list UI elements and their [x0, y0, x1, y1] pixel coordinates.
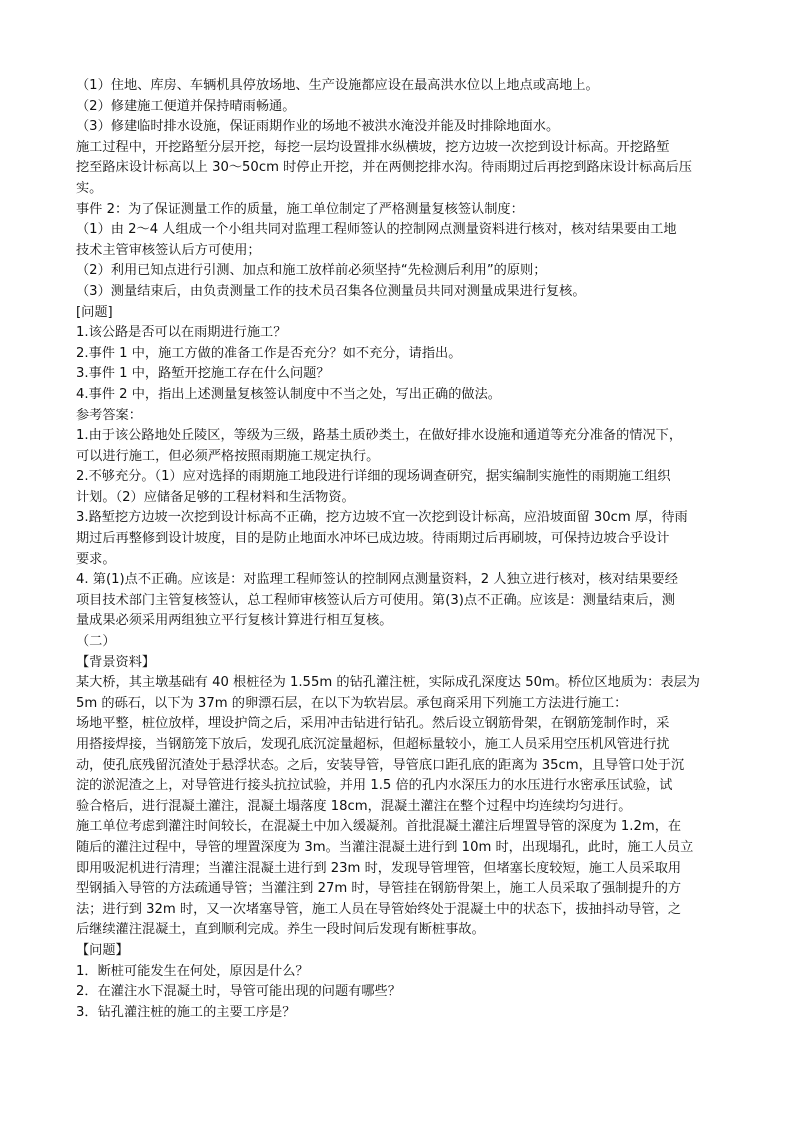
question-item: 3．钻孔灌注桩的施工的主要工序是？ [76, 1004, 296, 1020]
question-item: 3.事件 1 中，路堑开挖施工存在什么问题？ [76, 366, 330, 382]
answer-line: 可以进行施工，但必须严格按照雨期施工规定执行。 [76, 448, 380, 464]
text-line: 随后的灌注过程中，导管的埋置深度为 3m。当灌注混凝土进行到 10m 时，出现塌孔，此时，施工人员立 [76, 839, 694, 855]
answer-line: 2.不够充分。（1）应对选择的雨期施工地段进行详细的现场调查研究，据实编制实施性的雨期施工组织 [76, 469, 671, 485]
text-line: 淀的淤泥渣之上，对导管进行接头抗拉试验，并用 1.5 倍的孔内水深压力的水压进行水密承压试验，试 [76, 778, 673, 794]
answer-line: 3.路堑挖方边坡一次挖到设计标高不正确，挖方边坡不宜一次挖到设计标高，应沿坡面留 30cm 厚，待雨 [76, 510, 688, 526]
text-line: 后继续灌注混凝土，直到顺利完成。养生一段时间后发现有断桩事故。 [76, 922, 485, 938]
text-line: 即用吸泥机进行清理；当灌注混凝土进行到 23m 时，发现导管埋管，但堵塞长度较短，施工人员采取用 [76, 860, 682, 876]
text-line: 场地平整，桩位放样，埋设护筒之后，采用冲击钻进行钻孔。然后设立钢筋骨架，在钢筋笼制作时，采 [76, 716, 670, 732]
section-number: （二） [76, 634, 116, 650]
text-line: 实。 [76, 180, 103, 196]
answer-line: 计划。（2）应储备足够的工程材料和生活物资。 [76, 489, 355, 505]
question-item: 2.事件 1 中，施工方做的准备工作是否充分？如不充分，请指出。 [76, 345, 462, 361]
text-line: （1）住地、库房、车辆机具停放场地、生产设施都应设在最高洪水位以上地点或高地上。 [76, 78, 599, 93]
text-line: 施工单位考虑到灌注时间较长，在混凝土中加入缓凝剂。首批混凝土灌注后埋置导管的深度为 1.2m，在 [76, 819, 682, 835]
answer-line: 1.由于该公路地处丘陵区，等级为三级，路基土质砂类土，在做好排水设施和通道等充分准备的情况下， [76, 428, 683, 444]
text-line: 某大桥，其主墩基础有 40 根桩径为 1.55m 的钻孔灌注桩，实际成孔深度达 50m。桥位区地质为：表层为 [76, 675, 700, 691]
text-line: （1）由 2～4 人组成一个小组共同对监理工程师签认的控制网点测量资料进行核对，核对结果要由工地 [76, 222, 677, 238]
text-line: 事件 2：为了保证测量工作的质量，施工单位制定了严格测量复核签认制度： [76, 201, 524, 217]
question-item: 4.事件 2 中，指出上述测量复核签认制度中不当之处，写出正确的做法。 [76, 386, 501, 402]
text-line: 验合格后，进行混凝土灌注，混凝土塌落度 18cm，混凝土灌注在整个过程中均连续均匀进行。 [76, 798, 632, 814]
text-line: （3）修建临时排水设施，保证雨期作业的场地不被洪水淹没并能及时排除地面水。 [76, 119, 560, 135]
answer-line: 4. 第(1)点不正确。应该是：对监理工程师签认的控制网点测量资料，2 人独立进行核对，核对结果要经 [76, 572, 678, 588]
text-line: 5m 的砾石，以下为 37m 的卵漂石层，在以下为软岩层。承包商采用下列施工方法进行施工： [76, 695, 628, 711]
answer-line: 期过后再整修到设计坡度，目的是防止地面水冲坏已成边坡。待雨期过后再刷坡，可保持边坡合乎设计 [76, 531, 670, 547]
section-heading: 参考答案： [76, 407, 142, 423]
question-item: 2．在灌注水下混凝土时，导管可能出现的问题有哪些？ [76, 984, 401, 1000]
section-heading: 【背景资料】 [76, 654, 156, 670]
text-line: 动，使孔底残留沉渣处于悬浮状态。之后，安装导管，导管底口距孔底的距离为 35cm，且导管口处于沉 [76, 757, 685, 773]
text-line: 挖至路床设计标高以上 30～50cm 时停止开挖，并在两侧挖排水沟。待雨期过后再挖到路床设计标高后压 [76, 160, 692, 176]
section-heading: [问题] [76, 304, 113, 320]
question-item: 1．断桩可能发生在何处，原因是什么？ [76, 963, 309, 979]
text-line: （2）利用已知点进行引测、加点和施工放样前必须坚持“先检测后利用”的原则； [76, 263, 547, 279]
text-line: 技术主管审核签认后方可使用； [76, 242, 261, 258]
answer-line: 要求。 [76, 551, 116, 567]
text-line: 型钢插入导管的方法疏通导管；当灌注到 27m 时，导管挂在钢筋骨架上，施工人员采取了强制提升的方 [76, 881, 682, 897]
text-line: （2）修建施工便道并保持晴雨畅通。 [76, 98, 296, 114]
section-heading: 【问题】 [76, 942, 129, 958]
text-line: 法；进行到 32m 时，又一次堵塞导管，施工人员在导管始终处于混凝土中的状态下，拔抽抖动导管，之 [76, 901, 682, 917]
answer-line: 量成果必须采用两组独立平行复核计算进行相互复核。 [76, 613, 393, 629]
text-line: 施工过程中，开挖路堑分层开挖，每挖一层均设置排水纵横坡，挖方边坡一次挖到设计标高。开挖路堑 [76, 139, 670, 155]
text-line: （3）测量结束后，由负责测量工作的技术员召集各位测量员共同对测量成果进行复核。 [76, 283, 586, 299]
answer-line: 项目技术部门主管复核签认，总工程师审核签认后方可使用。第(3)点不正确。应该是：测量结束后，测 [76, 592, 675, 608]
document-page [76, 76, 720, 1023]
text-line: 用搭接焊接，当钢筋笼下放后，发现孔底沉淀量超标，但超标量较小，施工人员采用空压机风管进行扰 [76, 737, 670, 752]
question-item: 1.该公路是否可以在雨期进行施工？ [76, 325, 287, 341]
